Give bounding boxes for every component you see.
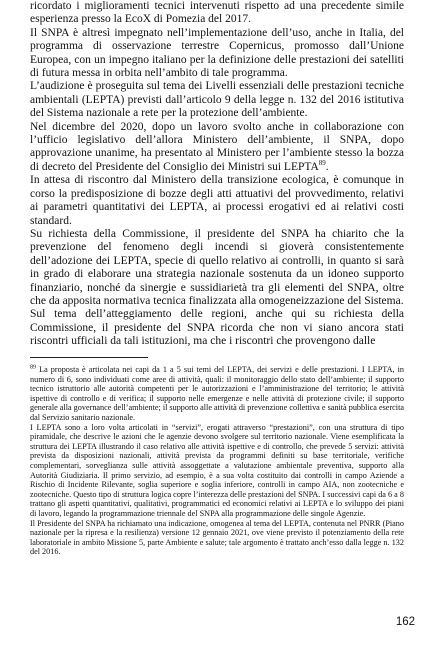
footnote-block (30, 365, 404, 557)
body-paragraph-2: Il SNPA è altresì impegnato nell’implementazione dell’uso, anche in Italia, del programma di osservazione terrestre Copernicus, promosso dall’Unione Europea, con un impegno italiano per la definizione delle prestazioni dei satelliti di futura messa in orbita nell’ambito di tale programma. (30, 26, 404, 80)
footnote-paragraph-2: I LEPTA sono a loro volta articolati in “servizi”, erogati attraverso “prestazioni”, con una struttura di tipo piramidale, che descrive le azioni che le agenzie devono svolgere sul territorio nazionale. Viene esemplificata la struttura dei LEPTA illustrando il caso relativo alle attività ispettive e di controllo, che prevede 5 servizi: attività prevista da disposizioni nazionali, attività prevista da programmi definiti su base territoriale, verifiche complementari, sorveglianza sulle attività assoggettate a valutazione ambientale preventiva, supporto alla Autorità Giudiziaria. Il primo servizio, ad esempio, è a sua volta costituito dai controlli in campo Aziende a Rischio di Incidente Rilevante, soglia superiore e soglia inferiore, controlli in campo AIA, non zootecniche e zootecniche. Questo tipo di struttura logica copre l’interezza delle prestazioni del SNPA. I successivi capi da 6 a 8 trattano gli aspetti quantitativi, qualitativi, programmatici ed economici relativi ai LEPTA e lo sviluppo dei piani di lavoro, legando la programmazione triennale del SNPA alla programmazione delle singole Agenzie. (30, 422, 404, 518)
page-number: 162 (395, 616, 415, 628)
footnote-separator (30, 357, 148, 358)
body-paragraph-6: Su richiesta della Commissione, il presidente del SNPA ha chiarito che la prevenzione del fenomeno degli incendi si gioverà consistentemente dell’adozione dei LEPTA, specie di quello relativo ai controlli, in quanto si sarà in grado di elaborare una strategia nazionale sostenuta da un idoneo supporto finanziario, nonché da sinergie e sussidiarietà tra gli elementi del SNPA, oltre che da apposita normativa tecnica finalizzata alla omogeneizzazione del Sistema. (30, 227, 404, 307)
footnote-marker: 89 (30, 364, 36, 371)
body-paragraph-4 (30, 121, 404, 175)
document-page (30, 0, 404, 349)
footnote-paragraph-1 (30, 365, 404, 423)
footnote-reference-suffix: . (325, 160, 329, 173)
footnote-paragraph-1-text: La proposta è articolata nei capi da 1 a 5 sui temi del LEPTA, dei servizi e delle prestazioni. I LEPTA, in numero di 6, sono individuati come aree di attività, quali: il monitoraggio dello stato dell’ambiente; il supporto tecnico istruttorio alle autorità competenti per le autorizzazioni e l’amministrazione del territorio; le attività ispettive di controllo e di verifica; il supporto nelle emergenze e nelle attività di protezione civile; il supporto generale alla governance dell’ambiente; il supporto alle attività di prevenzione collettiva e sanità pubblica esercita dal Servizio sanitario nazionale. (30, 365, 404, 422)
body-paragraph-7: Sul tema dell’atteggiamento delle regioni, anche qui su richiesta della Commissione, il presidente del SNPA ricorda che non vi siano ancora stati riscontri ufficiali da tali istituzioni, ma che i riscontri che provengono dalle (30, 308, 404, 348)
body-paragraph-5: In attesa di riscontro dal Ministero della transizione ecologica, è comunque in corso la predisposizione di bozze degli atti attuativi del provvedimento, relativi ai parametri quantitativi dei LEPTA, ai processi erogativi ed ai relativi costi standard. (30, 174, 404, 227)
footnote-reference[interactable]: 89 (318, 159, 326, 168)
body-paragraph-1: ricordato i miglioramenti tecnici intervenuti rispetto ad una precedente simile esperienza presso la EcoX di Pomezia del 2017. (30, 0, 404, 26)
footnote-paragraph-3: Il Presidente del SNPA ha richiamato una indicazione, omogenea al tema del LEPTA, contenuta nel PNRR (Piano nazionale per la ripresa e la resilienza) versione 12 gennaio 2021, ove viene previsto il potenziamento della rete laboratoriale in ambito Missione 5, parte Ambiente e salute; tale argomento è trattato anch’esso dalla legge n. 132 del 2016. (30, 518, 404, 557)
body-paragraph-3: L’audizione è proseguita sul tema dei Livelli essenziali delle prestazioni tecniche ambientali (LEPTA) previsti dall’articolo 9 della legge n. 132 del 2016 istitutiva del Sistema nazionale a rete per la protezione dell’ambiente. (30, 80, 404, 120)
body-paragraph-4-text: Nel dicembre del 2020, dopo un lavoro svolto anche in collaborazione con l’ufficio legislativo dell’allora Ministero dell’ambiente, il SNPA, dopo approvazione unanime, ha presentato al Ministero per l’ambiente stesso la bozza di decreto del Presidente del Consiglio dei Ministri sui LEPTA (30, 120, 404, 173)
